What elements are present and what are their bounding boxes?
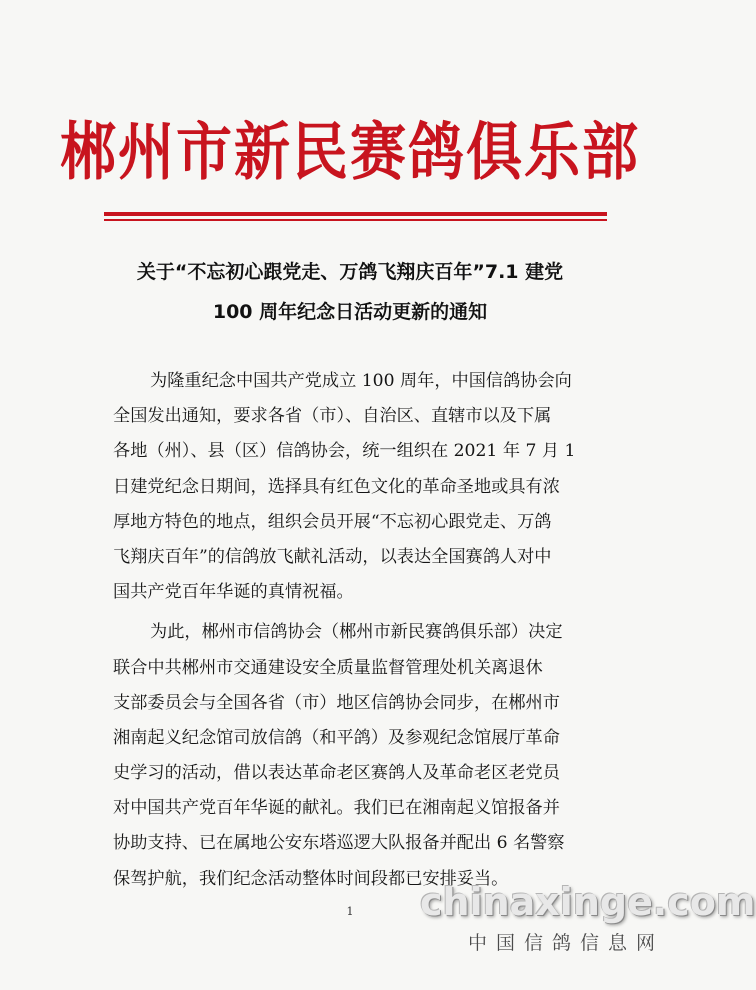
notice-title-line-2: 100 周年纪念日活动更新的通知	[212, 301, 488, 323]
body-line: 为此，郴州市信鸽协会（郴州市新民赛鸽俱乐部）决定	[150, 622, 563, 643]
body-line: 国共产党百年华诞的真情祝福。	[113, 582, 354, 603]
body-line: 各地（州）、县（区）信鸽协会，统一组织在 2021 年 7 月 1	[113, 441, 576, 462]
body-line: 联合中共郴州市交通建设安全质量监督管理处机关离退休	[113, 657, 543, 678]
body-line: 对中国共产党百年华诞的献礼。我们已在湘南起义馆报备并	[113, 798, 560, 819]
body-line: 全国发出通知，要求各省（市）、自治区、直辖市以及下属	[113, 406, 552, 427]
paragraph-1	[113, 364, 608, 610]
body-line: 为隆重纪念中国共产党成立 100 周年，中国信鸽协会向	[150, 371, 572, 391]
letterhead-rule-thin	[104, 219, 607, 221]
body-line: 湘南起义纪念馆司放信鸽（和平鸽）及参观纪念馆展厅革命	[113, 727, 560, 748]
body-line: 支部委员会与全国各省（市）地区信鸽协会同步，在郴州市	[113, 692, 560, 713]
notice-title-line-1: 关于“不忘初心跟党走、万鸽飞翔庆百年”7.1 建党	[136, 261, 564, 283]
watermark-url: chinaxinge.com	[420, 880, 756, 924]
body-line: 日建党纪念日期间，选择具有红色文化的革命圣地或具有浓	[113, 476, 560, 497]
body-line: 飞翔庆百年”的信鸽放飞献礼活动，以表达全国赛鸽人对中	[113, 546, 552, 567]
letterhead-rule-thick	[104, 212, 607, 216]
watermark-site-name: 中国信鸽信息网	[468, 932, 665, 954]
letterhead-title: 郴州市新民赛鸽俱乐部	[60, 115, 640, 189]
notice-title	[60, 252, 640, 332]
paragraph-2	[113, 615, 608, 897]
body-line: 协助支持、已在属地公安东塔巡逻大队报备并配出 6 名警察	[113, 833, 565, 854]
body-line: 厚地方特色的地点，组织会员开展“不忘初心跟党走、万鸽	[113, 511, 552, 532]
body-line: 保驾护航，我们纪念活动整体时间段都已安排妥当。	[113, 868, 509, 889]
page-number: 1	[346, 905, 354, 918]
body-line: 史学习的活动，借以表达革命老区赛鸽人及革命老区老党员	[113, 763, 560, 784]
notice-body	[113, 364, 608, 897]
